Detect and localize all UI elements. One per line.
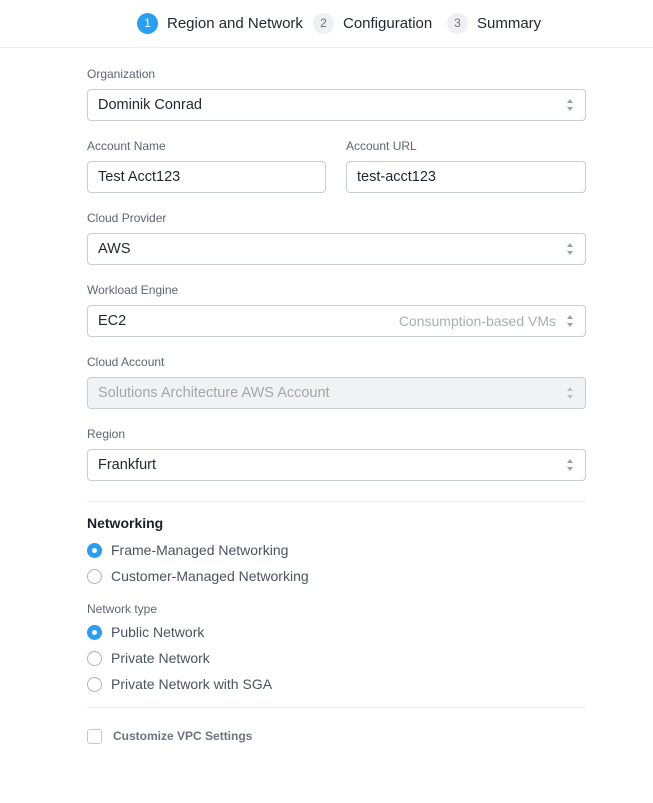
account-name-value: Test Acct123 bbox=[98, 169, 181, 185]
radio-private-network-with-sga[interactable] bbox=[87, 675, 272, 693]
networking-title: Networking bbox=[87, 515, 164, 531]
account-name-label: Account Name bbox=[87, 139, 166, 153]
cloud-provider-value: AWS bbox=[98, 241, 131, 257]
radio-unchecked-icon[interactable] bbox=[87, 677, 102, 692]
select-arrows-icon bbox=[567, 387, 574, 399]
wizard-stepper bbox=[0, 0, 653, 48]
cloud-account-label: Cloud Account bbox=[87, 355, 165, 369]
customize-vpc-checkbox[interactable] bbox=[87, 729, 102, 744]
step-label: Region and Network bbox=[167, 14, 303, 32]
radio-customer-managed-networking[interactable] bbox=[87, 567, 309, 585]
workload-engine-label: Workload Engine bbox=[87, 283, 179, 297]
region-value: Frankfurt bbox=[98, 457, 157, 473]
network-type-label: Network type bbox=[87, 602, 158, 616]
cloud-account-select bbox=[87, 377, 586, 409]
radio-private-network[interactable] bbox=[87, 649, 210, 667]
organization-label: Organization bbox=[87, 67, 156, 81]
select-arrows-icon bbox=[567, 99, 574, 111]
customize-vpc-label: Customize VPC Settings bbox=[113, 729, 253, 743]
step-number: 3 bbox=[447, 13, 468, 34]
cloud-provider-select[interactable] bbox=[87, 233, 586, 265]
select-arrows-icon bbox=[567, 459, 574, 471]
workload-engine-value: EC2 bbox=[98, 313, 127, 329]
radio-checked-icon[interactable] bbox=[87, 625, 102, 640]
step-region-and-network[interactable] bbox=[137, 12, 303, 34]
radio-label: Customer-Managed Networking bbox=[111, 568, 309, 584]
radio-label: Public Network bbox=[111, 624, 205, 640]
divider bbox=[87, 707, 586, 708]
workload-engine-hint: Consumption-based VMs bbox=[398, 313, 556, 329]
radio-label: Frame-Managed Networking bbox=[111, 542, 289, 558]
organization-value: Dominik Conrad bbox=[98, 97, 202, 113]
radio-unchecked-icon[interactable] bbox=[87, 651, 102, 666]
region-select[interactable] bbox=[87, 449, 586, 481]
organization-select[interactable] bbox=[87, 89, 586, 121]
step-number: 2 bbox=[313, 13, 334, 34]
customize-vpc-checkbox-row[interactable] bbox=[87, 728, 252, 744]
radio-public-network[interactable] bbox=[87, 623, 204, 641]
account-url-value: test-acct123 bbox=[357, 169, 436, 185]
account-name-input[interactable] bbox=[87, 161, 326, 193]
step-number: 1 bbox=[137, 13, 158, 34]
radio-label: Private Network with SGA bbox=[111, 676, 273, 692]
radio-label: Private Network bbox=[111, 650, 210, 666]
select-arrows-icon bbox=[567, 243, 574, 255]
cloud-provider-label: Cloud Provider bbox=[87, 211, 167, 225]
step-configuration[interactable] bbox=[313, 12, 432, 34]
radio-checked-icon[interactable] bbox=[87, 543, 102, 558]
workload-engine-select[interactable] bbox=[87, 305, 586, 337]
cloud-account-value: Solutions Architecture AWS Account bbox=[98, 385, 330, 401]
radio-frame-managed-networking[interactable] bbox=[87, 541, 288, 559]
step-label: Summary bbox=[477, 14, 542, 32]
account-url-label: Account URL bbox=[346, 139, 417, 153]
account-url-input[interactable] bbox=[346, 161, 586, 193]
divider bbox=[87, 501, 586, 502]
step-summary[interactable] bbox=[447, 12, 541, 34]
select-arrows-icon bbox=[567, 315, 574, 327]
step-label: Configuration bbox=[343, 14, 433, 32]
radio-unchecked-icon[interactable] bbox=[87, 569, 102, 584]
region-label: Region bbox=[87, 427, 126, 441]
